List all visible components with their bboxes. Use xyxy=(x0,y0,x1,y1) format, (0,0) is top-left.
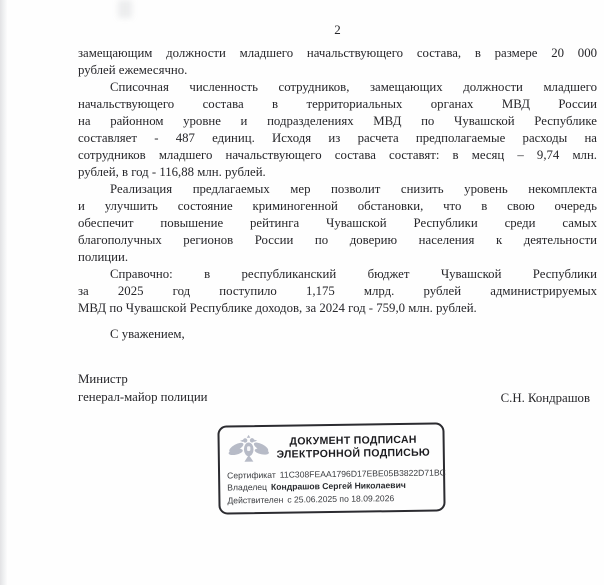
stamp-validity-line xyxy=(227,491,436,506)
letter-line: Списочная численность сотрудников, замещающих должности младшего xyxy=(110,80,597,94)
signature-position-line1: Министр xyxy=(78,372,128,386)
letter-line: обеспечит повышение рейтинга Чувашской Республики среди самых xyxy=(78,216,597,230)
stamp-title-line1: ДОКУМЕНТ ПОДПИСАН xyxy=(289,433,417,448)
letter-line: рублей, в год - 116,88 млн. рублей. xyxy=(78,165,266,179)
closing-salutation: С уважением, xyxy=(110,327,185,341)
certificate-value: 11C308FEAA1796D17EBE05B3822D71BC xyxy=(279,467,446,480)
signature-position-block xyxy=(78,370,208,406)
page-number: 2 xyxy=(334,22,341,37)
letter-line: за 2025 год поступило 1,175 млрд. рублей администрируемых xyxy=(78,284,597,298)
letter-line: замещающим должности младшего начальствующего состава, в размере 20 000 xyxy=(78,46,597,60)
signature-name: С.Н. Кондрашов xyxy=(500,391,590,405)
stamp-details xyxy=(227,467,446,507)
stamp-header xyxy=(226,430,435,466)
letter-line: сотрудников младшего начальствующего состава составят: в месяц – 9,74 млн. xyxy=(78,148,597,162)
letter-line: благополучных регионов России по доверию населения к деятельности xyxy=(78,233,597,247)
letter-line: Реализация предлагаемых мер позволит снизить уровень некомплекта xyxy=(110,182,597,196)
letter-line: и улучшить состояние криминогенной обстановки, что в свою очередь xyxy=(78,199,597,213)
letter-line: полиции. xyxy=(78,250,129,264)
letter-line: МВД по Чувашской Республике доходов, за 2024 год - 759,0 млн. рублей. xyxy=(78,301,477,315)
scan-edge-shadow xyxy=(0,0,10,585)
letter-line: рублей ежемесячно. xyxy=(78,63,188,77)
mvd-double-headed-eagle-icon xyxy=(226,432,270,466)
digital-signature-stamp xyxy=(217,422,445,514)
letter-line: Справочно: в республиканский бюджет Чувашской Республики xyxy=(110,267,597,281)
letter-line: на районном уровне и подразделениях МВД по Чувашской Республике xyxy=(78,114,597,128)
signature-position-line2: генерал-майор полиции xyxy=(78,390,208,404)
stamp-title-line2: ЭЛЕКТРОННОЙ ПОДПИСЬЮ xyxy=(276,446,431,461)
stamp-title xyxy=(271,434,436,461)
letter-line: составляет - 487 единиц. Исходя из расчета предполагаемые расходы на xyxy=(78,131,597,145)
certificate-label: Сертификат xyxy=(227,469,276,481)
validity-value: с 25.06.2025 по 18.09.2026 xyxy=(287,492,395,505)
validity-label: Действителен xyxy=(227,494,284,506)
owner-label: Владелец xyxy=(227,482,268,493)
owner-value: Кондрашов Сергей Николаевич xyxy=(270,480,406,493)
letter-body xyxy=(78,45,597,317)
scan-smudge xyxy=(118,0,132,18)
letter-line: начальствующего состава в территориальных органах МВД России xyxy=(78,97,597,111)
